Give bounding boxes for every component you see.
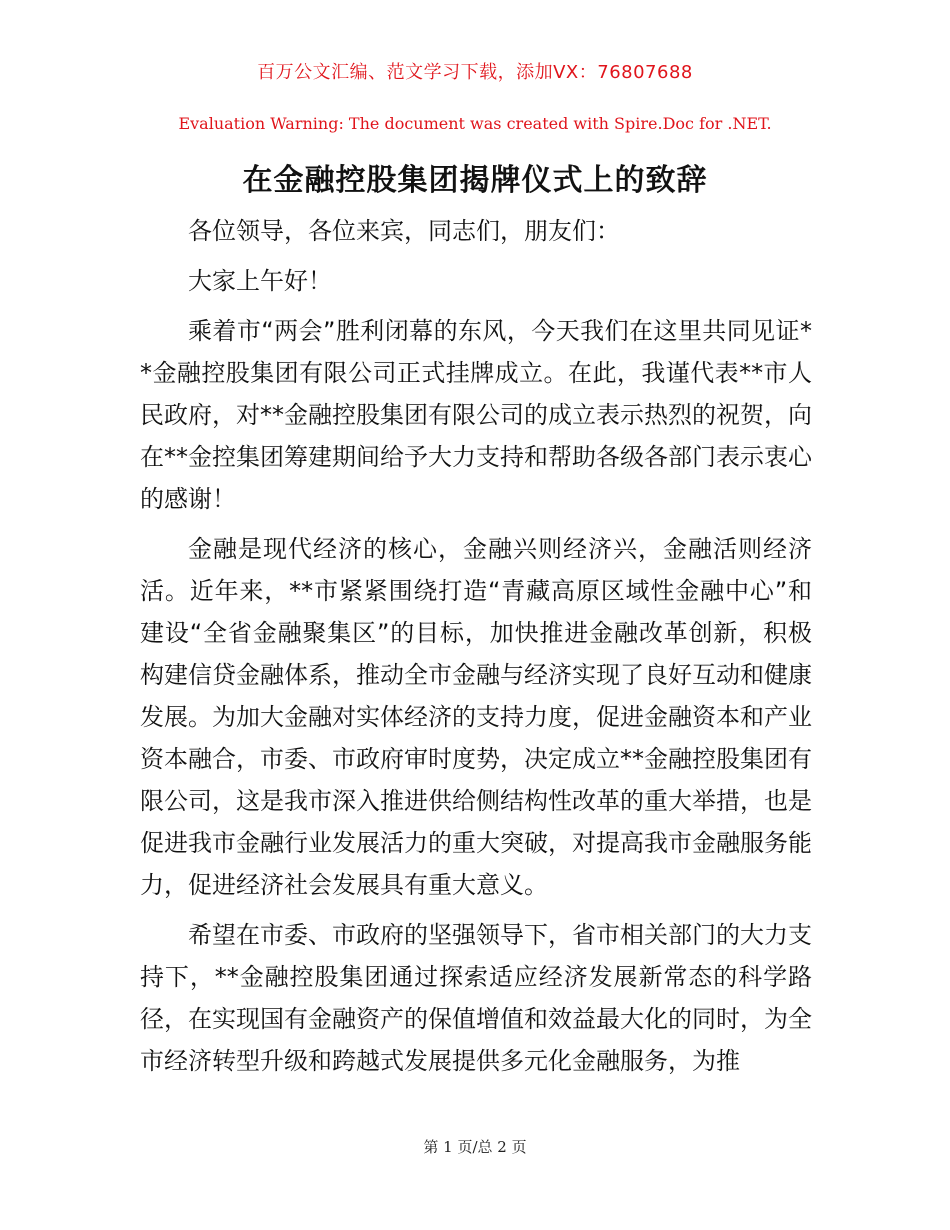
body-paragraph: 金融是现代经济的核心，金融兴则经济兴，金融活则经济活。近年来，**市紧紧围绕打造“青藏高原区域性金融中心”和建设“全省金融聚集区”的目标，加快推进金融改革创新，积极构建信贷金融体系，推动全市金融与经济实现了良好互动和健康发展。为加大金融对实体经济的支持力度，促进金融资本和产业资本融合，市委、市政府审时度势，决定成立**金融控股集团有限公司，这是我市深入推进供给侧结构性改革的重大举措，也是促进我市金融行业发展活力的重大突破，对提高我市金融服务能力，促进经济社会发展具有重大意义。 [140,535,812,899]
page-footer: 第 1 页/总 2 页 [423,1138,527,1156]
salutation: 各位领导，各位来宾，同志们，朋友们： [188,217,620,245]
evaluation-warning: Evaluation Warning: The document was created with Spire.Doc for .NET. [178,114,772,133]
body-paragraph: 希望在市委、市政府的坚强领导下，省市相关部门的大力支持下，**金融控股集团通过探索适应经济发展新常态的科学路径，在实现国有金融资产的保值增值和效益最大化的同时，为全市经济转型升级和跨越式发展提供多元化金融服务，为推 [140,921,812,1075]
greeting: 大家上午好！ [188,267,332,295]
header-banner: 百万公文汇编、范文学习下载，添加VX：76807688 [257,62,693,83]
document-body [140,210,812,1090]
document-title: 在金融控股集团揭牌仪式上的致辞 [242,163,708,198]
body-paragraph: 乘着市“两会”胜利闭幕的东风，今天我们在这里共同见证**金融控股集团有限公司正式挂牌成立。在此，我谨代表**市人民政府，对**金融控股集团有限公司的成立表示热烈的祝贺，向在**金控集团筹建期间给予大力支持和帮助各级各部门表示衷心的感谢！ [140,317,812,513]
